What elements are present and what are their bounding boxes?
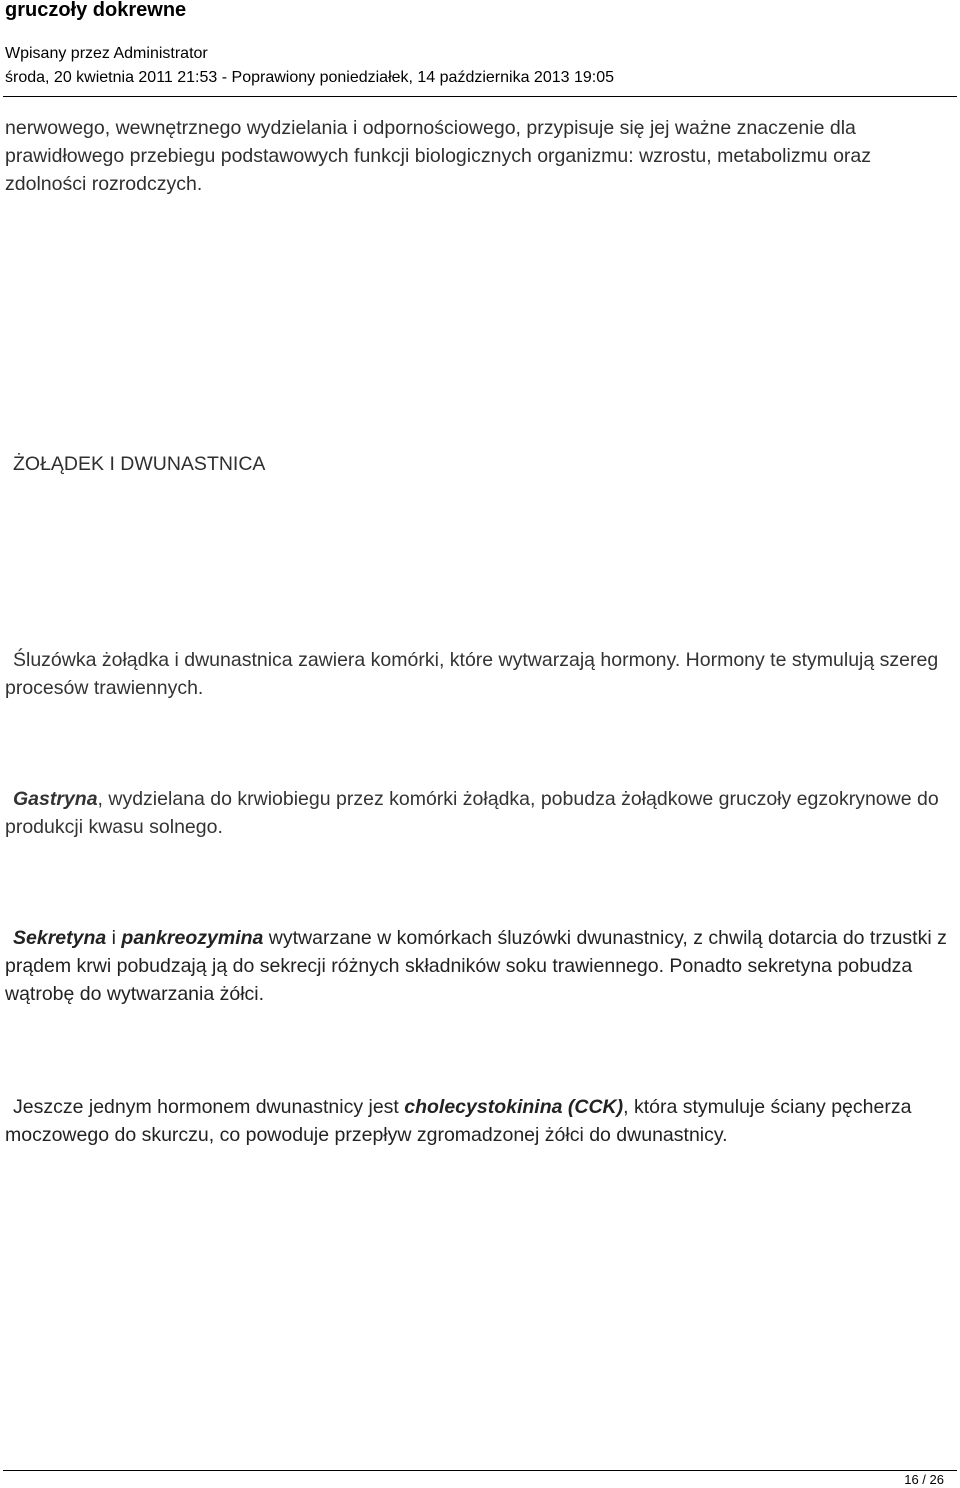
cck-text: , która stymuluje ściany pęcherza moczowego do skurczu, co powoduje przepływ zgromadzonej żółci do dwunastnicy. [5,1096,912,1146]
pankreozymina-term: pankreozymina [121,927,264,949]
gastryna-text: , wydzielana do krwiobiegu przez komórki żołądka, pobudza żołądkowe gruczoły egzokrynowe do produkcji kwasu solnego. [5,788,939,838]
sekretyna-conjunction: i [106,927,122,949]
intro-paragraph: nerwowego, wewnętrznego wydzielania i odpornościowego, przypisuje się jej ważne znaczenie dla prawidłowego przebiegu podstawowych funkcji biologicznych organizmu: wzrostu, metabolizmu oraz zdolności rozrodczych. [5,117,872,195]
cck-paragraph [5,1093,955,1149]
footer-divider [3,1470,957,1471]
gastryna-paragraph [5,785,955,841]
sluzowka-paragraph [5,646,955,702]
section-heading: ŻOŁĄDEK I DWUNASTNICA [13,453,266,475]
gastryna-term: Gastryna [13,788,98,810]
cck-intro: Jeszcze jednym hormonem dwunastnicy jest [13,1096,405,1118]
sekretyna-term: Sekretyna [13,927,107,949]
page-title: gruczoły dokrewne [5,0,187,21]
header-divider [3,96,957,97]
sekretyna-paragraph [5,924,955,1008]
sluzowka-text: Śluzówka żołądka i dwunastnica zawiera komórki, które wytwarzają hormony. Hormony te stymulują szereg procesów trawiennych. [5,649,939,699]
sekretyna-text: wytwarzane w komórkach śluzówki dwunastnicy, z chwilą dotarcia do trzustki z prądem krwi pobudzają ją do sekrecji różnych składników soku trawiennego. Ponadto sekretyna pobudza wątrobę do wytwarzania żółci. [5,927,947,1005]
page-indicator: 16 / 26 [904,1472,944,1487]
cck-term: cholecystokinina (CCK) [404,1096,624,1118]
author-line: Wpisany przez Administrator [5,45,208,62]
dates-line: środa, 20 kwietnia 2011 21:53 - Poprawiony poniedziałek, 14 października 2013 19:05 [5,69,614,86]
